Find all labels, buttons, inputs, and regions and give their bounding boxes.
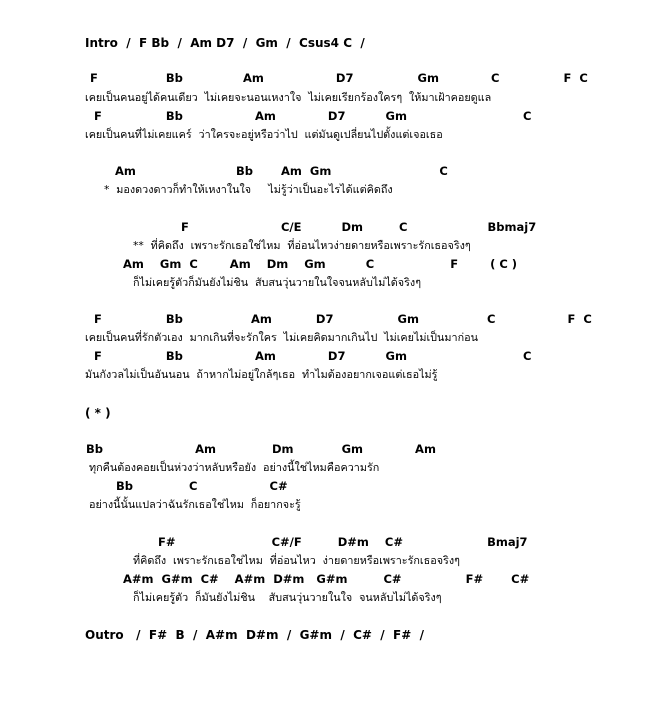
bridge2-lyric-2: อย่างนี้นั้นแปลว่าฉันรักเธอใช่ไหม ก็อยากจะรู้ — [89, 498, 301, 511]
chorus1-lyric-2: ก็ไม่เคยรู้ตัวก็มันยังไม่ชิน สับสนวุ่นวายในใจจนหลับไม่ได้จริงๆ — [133, 276, 421, 289]
chorus1-lyric-1: ** ที่คิดถึง เพราะรักเธอใช่ไหม ที่อ่อนไหวง่ายดายหรือเพราะรักเธอจริงๆ — [133, 239, 471, 252]
verse2-chords-2: F Bb Am D7 Gm C — [86, 349, 532, 363]
verse2-chords-1: F Bb Am D7 Gm C F C — [86, 312, 592, 326]
chorus2-chords-1: F# C#/F D#m C# Bmaj7 — [158, 535, 528, 549]
chorus2-lyric-1: ที่คิดถึง เพราะรักเธอใช่ไหม ที่อ่อนไหว ง่ายดายหรือเพราะรักเธอจริงๆ — [133, 554, 460, 567]
bridge2-lyric-1: ทุกคืนต้องคอยเป็นห่วงว่าหลับหรือยัง อย่างนี้ใช่ไหมคือความรัก — [89, 461, 380, 474]
bridge-lyric: * มองดวงดาวก็ทำให้เหงาในใจ ไม่รู้ว่าเป็นอะไรได้แต่คิดถึง — [104, 183, 393, 196]
chorus1-chords-2: Am Gm C Am Dm Gm C F ( C ) — [123, 257, 518, 271]
outro-line: Outro / F# B / A#m D#m / G#m / C# / F# / — [85, 628, 425, 642]
chorus2-lyric-2: ก็ไม่เคยรู้ตัว ก็มันยังไม่ชิน สับสนวุ่นวายในใจ จนหลับไม่ได้จริงๆ — [133, 591, 442, 604]
bridge-chords: Am Bb Am Gm C — [115, 164, 448, 178]
verse1-lyric-2: เคยเป็นคนที่ไม่เคยแคร์ ว่าใครจะอยู่หรือว่าไป แต่มันดูเปลี่ยนไปตั้งแต่เจอเธอ — [85, 128, 443, 141]
verse2-lyric-2: มันกังวลไม่เป็นอันนอน ถ้าหากไม่อยู่ใกล้ๆเธอ ทำไมต้องอยากเจอแต่เธอไม่รู้ — [85, 368, 438, 381]
repeat-mark: ( * ) — [85, 406, 111, 420]
verse1-chords-1: F Bb Am D7 Gm C F C — [86, 71, 588, 85]
bridge2-chords-2: Bb C C# — [116, 479, 288, 493]
verse1-chords-2: F Bb Am D7 Gm C — [86, 109, 532, 123]
intro-line: Intro / F Bb / Am D7 / Gm / Csus4 C / — [85, 36, 365, 50]
verse2-lyric-1: เคยเป็นคนที่รักตัวเอง มากเกินที่จะรักใคร ไม่เคยคิดมากเกินไป ไม่เคยไม่เป็นมาก่อน — [85, 331, 478, 344]
chorus2-chords-2: A#m G#m C# A#m D#m G#m C# F# C# — [123, 572, 530, 586]
chorus1-chords-1: F C/E Dm C Bbmaj7 — [181, 220, 537, 234]
verse1-lyric-1: เคยเป็นคนอยู่ได้คนเดียว ไม่เคยจะนอนเหงาใจ ไม่เคยเรียกร้องใครๆ ให้มาเฝ้าคอยดูแล — [85, 91, 492, 104]
bridge2-chords-1: Bb Am Dm Gm Am — [86, 442, 436, 456]
